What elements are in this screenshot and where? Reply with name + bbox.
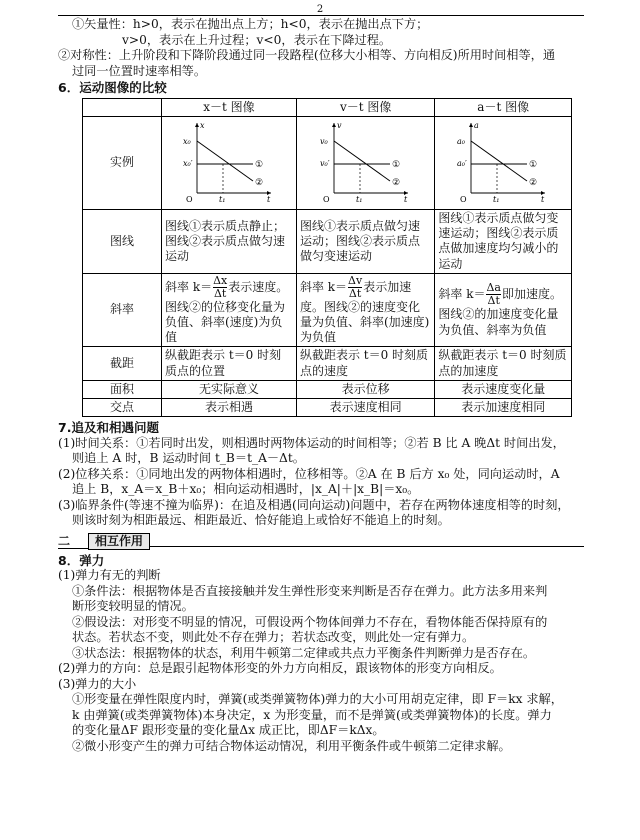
origin-label: O xyxy=(322,194,330,203)
text-line: ②假设法：对形变不明显的情况，可假设两个物体间弹力不存在，看物体能否保持原有的 xyxy=(72,614,548,629)
section-7-title: 7.追及和相遇问题 xyxy=(58,420,159,436)
slope-prefix: 斜率 k＝ xyxy=(165,279,213,294)
table-cell: 纵截距表示 t＝0 时刻质点的速度 xyxy=(296,347,434,380)
table-row xyxy=(83,209,572,273)
y0p-label: v₀′ xyxy=(319,158,330,168)
text-line: 则追上 A 时，B 运动时间 t_B＝t_A－Δt。 xyxy=(72,451,305,466)
graph-cell xyxy=(435,116,572,209)
fraction xyxy=(213,275,227,300)
slope-text: 即加速度。图线②的加速度变化量为负值、斜率为负值 xyxy=(438,287,563,337)
table-row xyxy=(83,398,572,416)
y-axis-label: a xyxy=(474,120,479,130)
text-line: ①矢量性：h>0，表示在抛出点上方；h<0，表示在抛出点下方； xyxy=(72,17,429,31)
table-cell: 纵截距表示 t＝0 时刻质点的位置 xyxy=(162,347,297,380)
origin-label: O xyxy=(460,194,467,203)
text-line: ②对称性：上升阶段和下降阶段通过同一段路程(位移大小相等、方向相反)所用时间相等，通 xyxy=(58,48,556,62)
line-2-marker: ② xyxy=(529,177,538,188)
fraction xyxy=(348,275,362,300)
graph-cell xyxy=(162,116,297,209)
numerator: Δv xyxy=(348,273,363,287)
table-header-row xyxy=(83,98,572,116)
table-cell: 无实际意义 xyxy=(162,380,297,398)
table-cell xyxy=(435,273,572,347)
a-t-graph xyxy=(457,119,549,203)
text-line: ③状态法：根据物体的状态，利用牛顿第二定律或共点力平衡条件判断弹力是否存在。 xyxy=(72,645,536,660)
denominator: Δt xyxy=(348,286,362,300)
x-t-graph xyxy=(183,119,275,203)
numerator: Δa xyxy=(486,281,501,295)
text-line: (3)临界条件(等速不撞为临界)：在追及相遇(同向运动)问题中，若存在两物体速度相等的时刻， xyxy=(58,497,570,512)
slope-prefix: 斜率 k＝ xyxy=(299,279,348,294)
table-cell: 图线①表示质点做匀速运动；图线②表示质点做匀变速运动 xyxy=(296,209,434,273)
text-line: 状态。若状态不变，则此处不存在弹力；若状态改变，则此处一定有弹力。 xyxy=(72,630,475,645)
text-line: (1)时间关系：①若同时出发，则相遇时两物体运动的时间相等；②若 B 比 A 晚Δt 时间出发， xyxy=(58,435,565,450)
banner-number: 二 xyxy=(58,534,88,549)
slope-text: 表示速度。图线②的位移变化量为负值、斜率(速度)为负值 xyxy=(165,279,289,345)
text-line: 追上 B，x_A＝x_B＋x₀；相向运动相遇时，|x_A|＋|x_B|＝x₀。 xyxy=(72,482,420,497)
section-8-title: 8．弹力 xyxy=(58,552,105,568)
col-header: v－t 图像 xyxy=(296,98,434,116)
numerator: Δx xyxy=(213,273,228,287)
y-axis-label: v xyxy=(336,120,342,130)
header-rule xyxy=(58,15,584,16)
text-line: (1)弹力有无的判断 xyxy=(58,568,161,583)
row-label: 斜率 xyxy=(83,273,162,347)
text-line: 过同一位置时速率相等。 xyxy=(72,63,207,78)
row-label: 图线 xyxy=(83,209,162,273)
page-number: 2 xyxy=(316,4,324,15)
table-cell: 图线①表示质点静止；图线②表示质点做匀速运动 xyxy=(162,209,297,273)
document-body xyxy=(58,17,584,754)
table-corner xyxy=(83,98,162,116)
line-1-marker: ① xyxy=(254,159,264,170)
t1-label: t₁ xyxy=(355,194,363,203)
table-cell: 表示相遇 xyxy=(162,398,297,416)
text-line: (3)弹力的大小 xyxy=(58,676,137,691)
t-axis-label: t xyxy=(541,194,545,203)
table-cell: 纵截距表示 t＝0 时刻质点的加速度 xyxy=(435,347,572,380)
origin-label: O xyxy=(185,194,193,203)
text-line: ①条件法：根据物体是否直接接触并发生弹性形变来判断是否存在弹力。此方法多用来判 xyxy=(72,583,548,598)
table-cell: 表示速度相同 xyxy=(296,398,434,416)
banner-label: 相互作用 xyxy=(88,533,150,550)
motion-graph-comparison-table xyxy=(82,98,572,418)
table-cell: 表示加速度相同 xyxy=(435,398,572,416)
y0p-label: a₀′ xyxy=(457,158,467,168)
y0-label: a₀ xyxy=(457,136,466,146)
section-6-title: 6．运动图像的比较 xyxy=(58,80,167,95)
denominator: Δt xyxy=(487,294,500,308)
table-cell: 表示速度变化量 xyxy=(435,380,572,398)
graph-cell xyxy=(296,116,434,209)
t-axis-label: t xyxy=(266,194,271,203)
text-line: ①形变量在弹性限度内时，弹簧(或类弹簧物体)弹力的大小可用胡克定律，即 F＝kx 求解， xyxy=(72,692,563,707)
table-row xyxy=(83,116,572,209)
col-header: a－t 图像 xyxy=(435,98,572,116)
table-row xyxy=(83,273,572,347)
fraction xyxy=(486,282,501,307)
slope-text: 表示加速度。图线②的速度变化量为负值、斜率(加速度)为负值 xyxy=(299,279,430,345)
text-line: v>0，表示在上升过程；v<0，表示在下降过程。 xyxy=(122,32,392,47)
table-cell xyxy=(296,273,434,347)
text-line: ②微小形变产生的弹力可结合物体运动情况，利用平衡条件或牛顿第二定律求解。 xyxy=(72,738,511,753)
t1-label: t₁ xyxy=(218,194,226,203)
line-1-marker: ① xyxy=(529,159,538,170)
denominator: Δt xyxy=(213,286,227,300)
t1-label: t₁ xyxy=(493,194,500,203)
y0-label: x₀ xyxy=(182,136,191,146)
line-2-marker: ② xyxy=(254,177,264,188)
text-line: (2)弹力的方向：总是跟引起物体形变的外力方向相反，跟该物体的形变方向相反。 xyxy=(58,661,502,676)
slope-prefix: 斜率 k＝ xyxy=(438,287,486,302)
banner-line xyxy=(150,537,584,547)
row-label: 面积 xyxy=(83,380,162,398)
table-cell: 表示位移 xyxy=(296,380,434,398)
table-row xyxy=(83,347,572,380)
table-cell: 图线①表示质点做匀变速运动；图线②表示质点做加速度均匀减小的运动 xyxy=(435,209,572,273)
text-line: 的变化量ΔF 跟形变量的变化量Δx 成正比，即ΔF＝kΔx。 xyxy=(72,723,385,738)
line-2-marker: ② xyxy=(391,177,400,188)
text-line: (2)位移关系：①同地出发的两物体相遇时，位移相等。②A 在 B 后方 x₀ 处，同向运动时，A xyxy=(58,466,560,481)
section-banner xyxy=(58,533,584,551)
text-line: 断形变较明显的情况。 xyxy=(72,599,194,614)
table-cell xyxy=(162,273,297,347)
row-label: 交点 xyxy=(83,398,162,416)
t-axis-label: t xyxy=(403,194,407,203)
y-axis-label: x xyxy=(199,120,205,130)
col-header: x－t 图像 xyxy=(162,98,297,116)
text-line: 则该时刻为相距最远、相距最近、恰好能追上或恰好不能追上的时刻。 xyxy=(72,513,450,528)
table-row xyxy=(83,380,572,398)
v-t-graph xyxy=(320,119,412,203)
text-line: k 由弹簧(或类弹簧物体)本身决定，x 为形变量，而不是弹簧(或类弹簧物体)的长度。弹力 xyxy=(72,707,552,722)
y0p-label: x₀′ xyxy=(182,158,193,168)
row-label: 截距 xyxy=(83,347,162,380)
y0-label: v₀ xyxy=(319,136,328,146)
line-1-marker: ① xyxy=(391,159,400,170)
row-label: 实例 xyxy=(83,116,162,209)
